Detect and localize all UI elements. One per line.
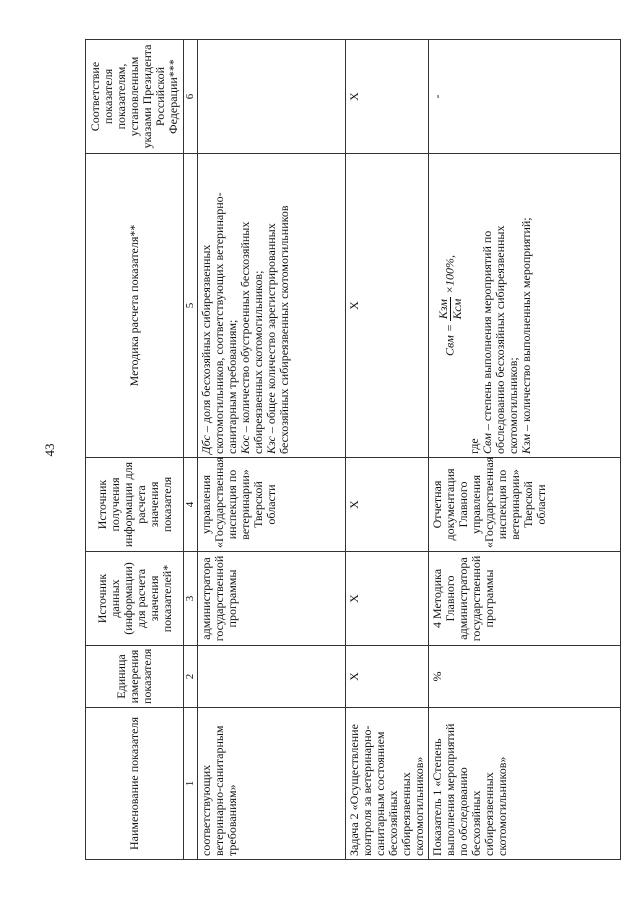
formula-lhs: Свм [442,335,457,357]
col-number: 3 [184,552,198,646]
compliance-value: - [429,40,621,154]
rotated-table-container [85,40,621,860]
data-source: 4 Методика Главного администратора государственной программы [429,552,621,646]
indicator-name: Показатель 1 «Степень выполнения мероприятий по обследованию бесхозяйных сибиреязвенных скотомогильников» [429,708,621,860]
header-row [86,40,184,860]
formula-numerator: Кзм [436,299,450,320]
var-definition: – количество обустроенных бесхозяйных сибиреязвенных скотомогильников; [238,221,265,454]
indicator-table [85,39,621,860]
compliance-value: X [346,40,429,154]
col-number: 5 [184,154,198,458]
info-origin: управления «Государственная инспекция по ветеринарии» Тверской области [198,458,346,552]
formula-denominator: Ксм [450,298,464,320]
var-symbol: Кзс [264,436,278,454]
var-definition: – общее количество зарегистрированных бесхозяйных сибиреязвенных скотомогильников [264,205,291,454]
var-definition: – степень выполнения мероприятий по обследованию бесхозяйных сибиреязвенных скотомогильников; [480,225,520,454]
where-word: где [467,438,481,454]
formula-tail: ×100%, [442,254,457,295]
info-origin: Отчетная документация Главного управления «Государственная инспекция по ветеринарии» Тверской области [429,458,621,552]
indicator-unit: % [429,646,621,708]
table-row [346,40,429,860]
column-number-row [184,40,198,860]
table-row [198,40,346,860]
var-definition: – количество выполненных мероприятий; [519,217,533,434]
page-number: 43 [42,443,57,457]
table-row [429,40,621,860]
var-symbol: Кос [238,435,252,454]
col-number: 1 [184,708,198,860]
col-number: 2 [184,646,198,708]
formula-fraction [437,297,464,321]
method-text [198,154,346,458]
indicator-unit [198,646,346,708]
header-compliance: Соответствие показателя показателям, установленным указами Президента Российской Федерации*** [86,40,184,154]
info-origin: X [346,458,429,552]
var-symbol: Свм [480,433,494,454]
data-source: администратора государственной программы [198,552,346,646]
header-method: Методика расчета показателя** [86,154,184,458]
var-symbol: Кзм [519,433,533,454]
header-source: Источник данных (информации) для расчета значения показателей* [86,552,184,646]
col-number: 4 [184,458,198,552]
data-source: X [346,552,429,646]
var-definition: – доля бесхозяйных сибиреязвенных скотомогильников, соответствующих ветеринарно-санитарным требованиям; [199,192,239,454]
task-name: Задача 2 «Осуществление контроля за ветеринарно-санитарным состоянием бесхозяйных сибиреязвенных скотомогильников» [346,708,429,860]
method-text [429,154,621,458]
compliance-value [198,40,346,154]
var-symbol: Дбс [199,435,213,454]
header-name: Наименование показателя [86,708,184,860]
header-unit: Единица измерения показателя [86,646,184,708]
indicator-unit: X [346,646,429,708]
method-text: X [346,154,429,458]
indicator-name: соответствующих ветеринарно-санитарным требованиям» [198,708,346,860]
formula: Свм = Кзм Ксм ×100%, [436,254,464,357]
col-number: 6 [184,40,198,154]
header-origin: Источник получения информации для расчета значения показателя [86,458,184,552]
